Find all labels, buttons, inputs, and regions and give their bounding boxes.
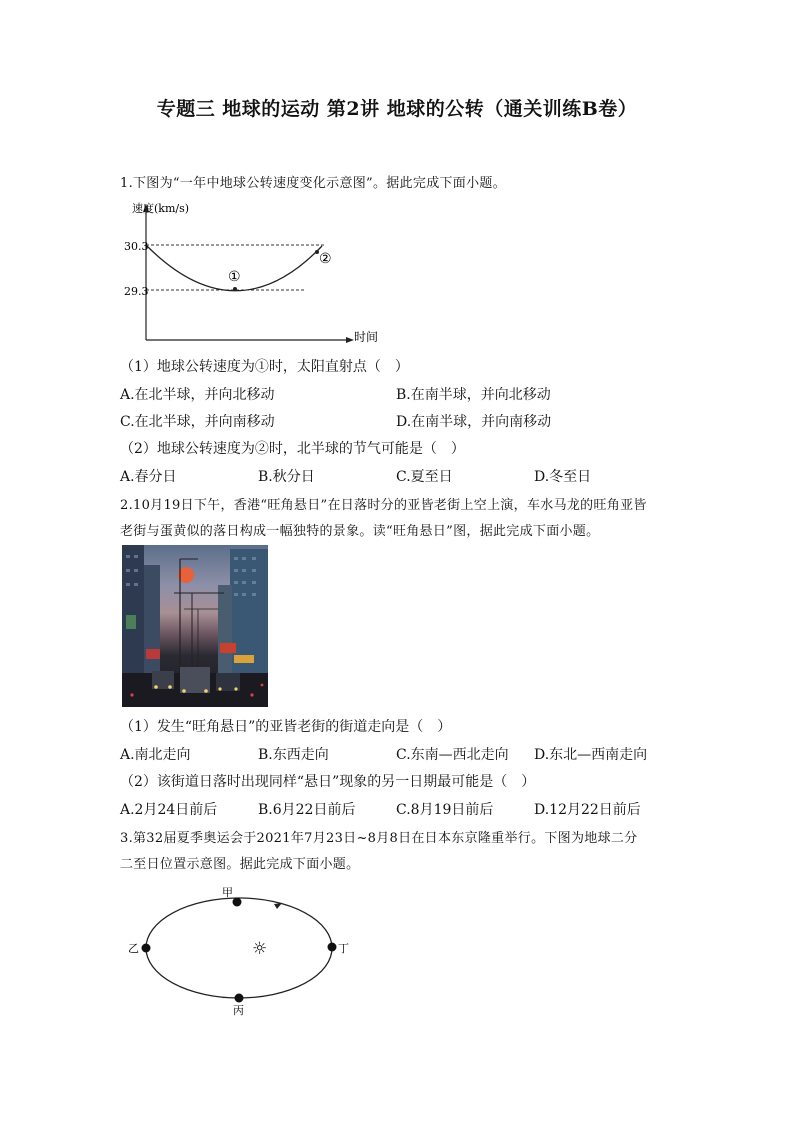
label-ding: 丁	[338, 942, 349, 955]
label-yi: 乙	[128, 942, 139, 955]
q2-sub2-option-c: C.8月19日前后	[396, 802, 494, 818]
q1-sub2-option-d: D.冬至日	[534, 469, 592, 485]
position-yi	[142, 944, 151, 953]
orbit-direction-arrow	[274, 903, 282, 909]
label-jia: 甲	[222, 886, 233, 899]
q1-sub2-option-c: C.夏至日	[396, 469, 453, 485]
q2-sub1-option-a: A.南北走向	[120, 747, 191, 763]
point-1	[233, 287, 237, 291]
q1-sub1-option-b: B.在南半球，并向北移动	[396, 387, 551, 403]
q2-sub1-option-b: B.东西走向	[258, 747, 329, 763]
q1-sub2-option-a: A.春分日	[120, 469, 177, 485]
q2-stem-line2: 老街与蛋黄似的落日构成一幅独特的景象。读“旺角悬日”图，据此完成下面小题。	[120, 524, 600, 539]
q2-sub2-question: （2）该街道日落时出现同样“悬日”现象的另一日期最可能是（ ）	[120, 774, 536, 790]
q2-sub1-option-d: D.东北—西南走向	[534, 747, 648, 763]
earth-orbit	[146, 898, 332, 998]
q2-sub2-option-a: A.2月24日前后	[120, 802, 218, 818]
y-tick-30-3: 30.3	[124, 240, 149, 253]
y-axis-label: 速度(km/s)	[132, 202, 190, 215]
q1-stem: 1.下图为“一年中地球公转速度变化示意图”。据此完成下面小题。	[120, 176, 506, 191]
y-tick-29-3: 29.3	[124, 285, 149, 298]
q2-stem-line1: 2.10月19日下午，香港“旺角悬日”在日落时分的亚皆老街上空上演，车水马龙的旺角亚皆	[120, 498, 647, 513]
q1-sub1-option-d: D.在南半球，并向南移动	[396, 414, 552, 430]
q1-sub1-option-c: C.在北半球，并向南移动	[120, 414, 275, 430]
q2-sub1-option-c: C.东南—西北走向	[396, 747, 509, 763]
x-axis-arrow	[346, 337, 354, 343]
sun-icon: ☼	[252, 939, 268, 959]
point-1-label: ①	[228, 269, 241, 285]
q3-orbit-diagram	[120, 880, 370, 1020]
page-title: 专题三 地球的运动 第2讲 地球的公转（通关训练B卷）	[156, 98, 638, 120]
q1-sub1-question: （1）地球公转速度为①时，太阳直射点（ ）	[120, 359, 409, 375]
point-2-label: ②	[319, 251, 332, 267]
position-jia	[233, 898, 242, 907]
q1-sub1-option-a: A.在北半球，并向北移动	[120, 387, 275, 403]
position-ding	[328, 943, 337, 952]
q2-sub2-option-d: D.12月22日前后	[534, 802, 641, 818]
mongkok-sunset-photo	[122, 545, 268, 707]
q3-stem-line2: 二至日位置示意图。据此完成下面小题。	[120, 857, 360, 872]
label-bing: 丙	[233, 1004, 244, 1017]
x-axis-label: 时间	[354, 330, 379, 344]
q1-sub2-question: （2）地球公转速度为②时，北半球的节气可能是（ ）	[120, 441, 465, 457]
q3-stem-line1: 3.第32届夏季奥运会于2021年7月23日~8月8日在日本东京隆重举行。下图为地球二分	[120, 831, 638, 846]
q2-sub1-question: （1）发生“旺角悬日”的亚皆老街的街道走向是（ ）	[120, 719, 452, 735]
q1-sub2-option-b: B.秋分日	[258, 469, 315, 485]
q1-speed-chart	[112, 196, 392, 348]
position-bing	[235, 994, 244, 1003]
q2-sub2-option-b: B.6月22日前后	[258, 802, 356, 818]
